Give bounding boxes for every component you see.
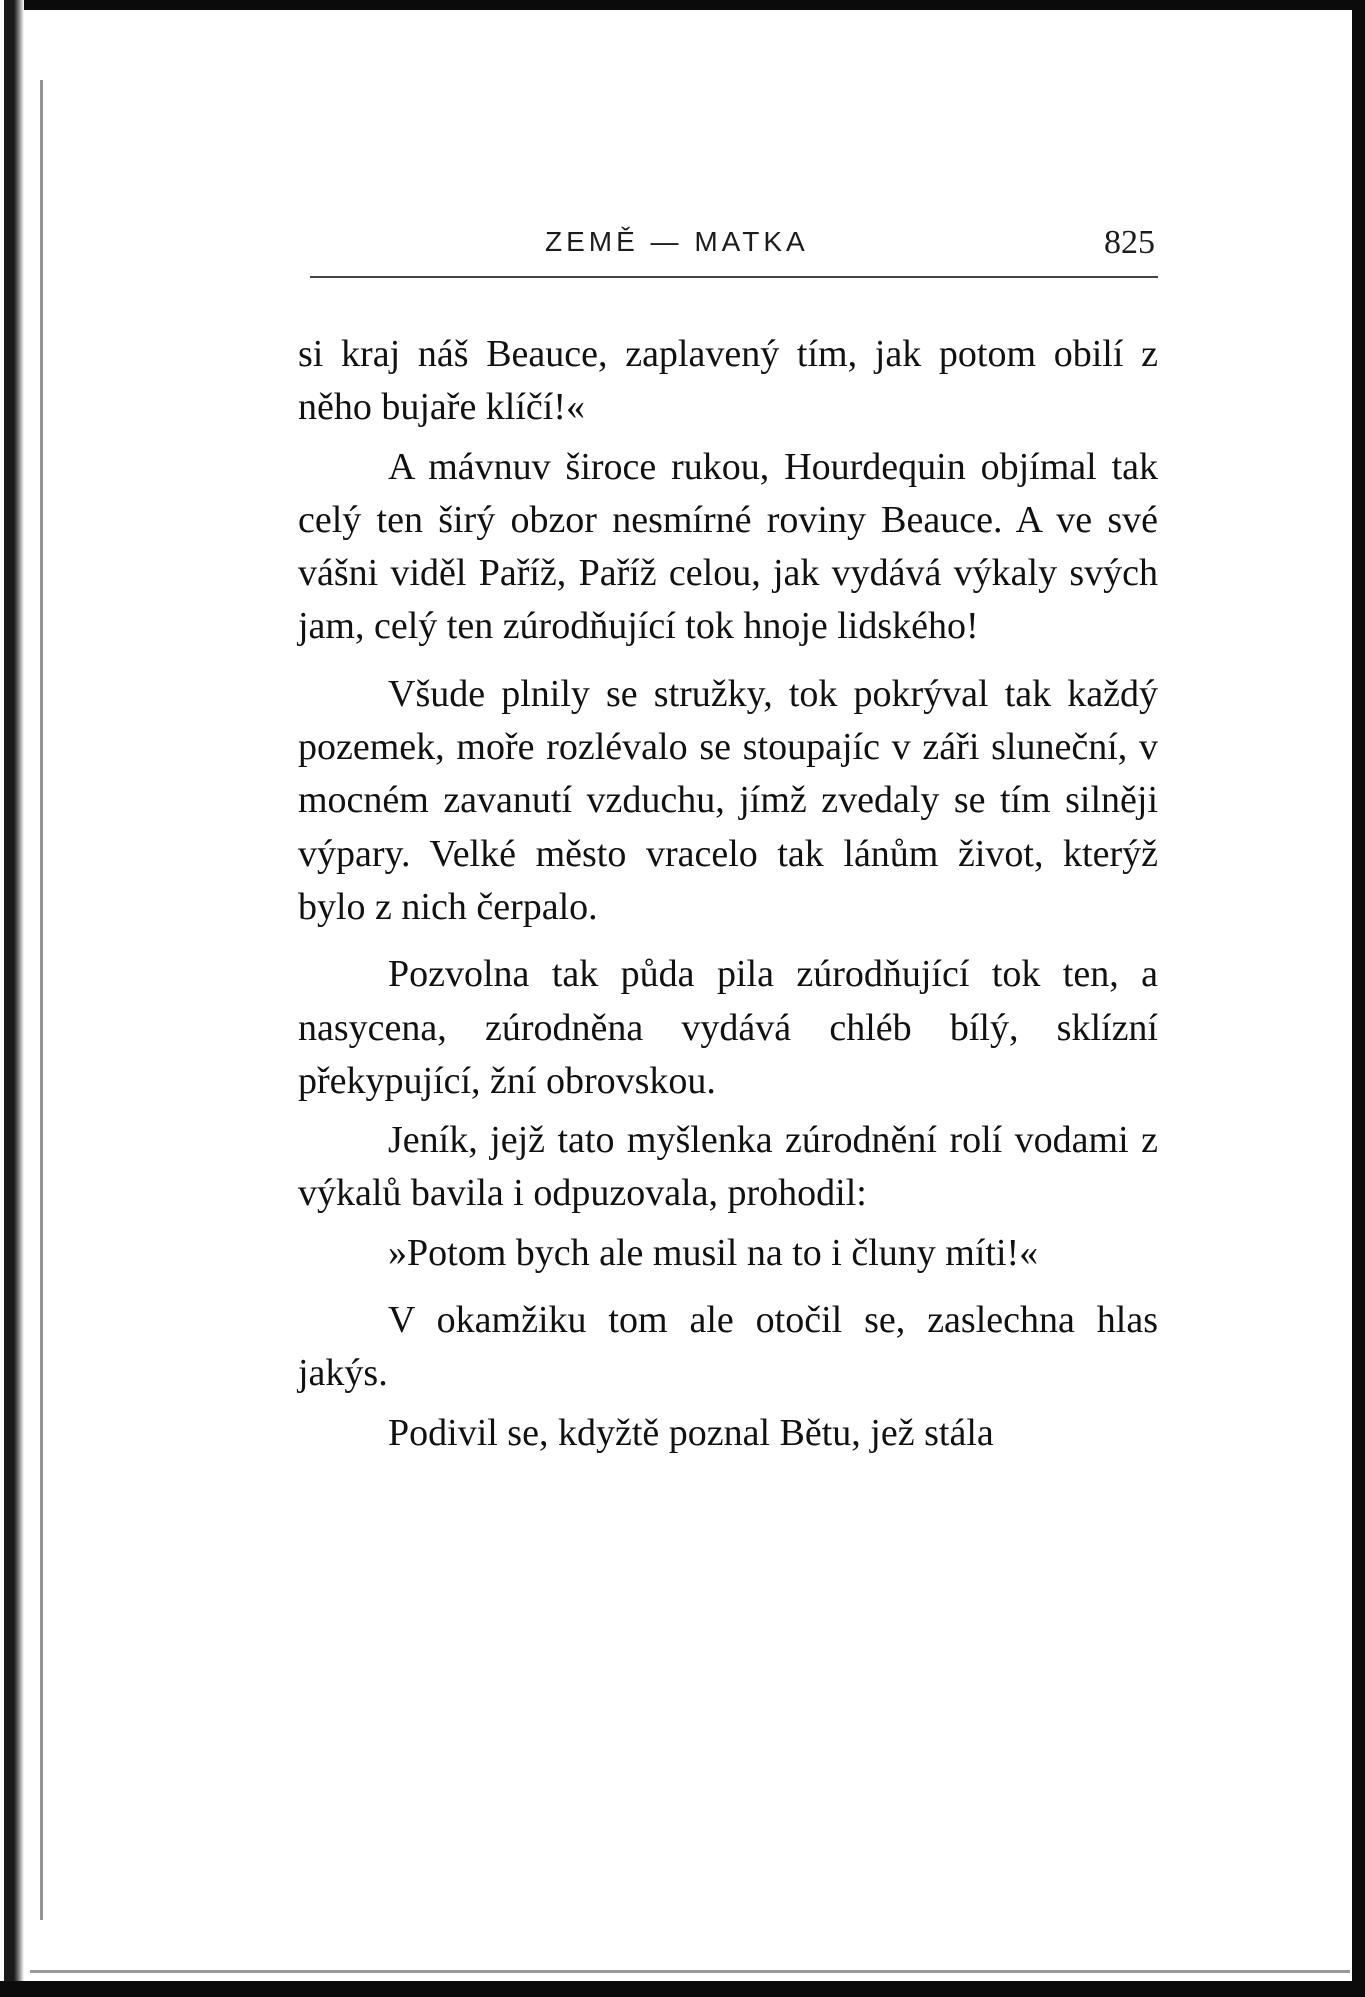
paragraph-2: A mávnuv široce rukou, Hourdequin objímal tak celý ten širý obzor nesmírné roviny Beauce. A ve své vášni viděl Paříž, Paříž celou, jak vydává výkaly svých jam, celý ten zúrodňující tok hnoje lidského! bbox=[298, 445, 1158, 648]
paragraph-5: Jeník, jejž tato myšlenka zúrodnění rolí vodami z výkalů bavila i odpuzovala, prohodil: bbox=[298, 1119, 1158, 1215]
running-head-title: ZEMĚ — MATKA bbox=[545, 226, 809, 257]
scan-edge-bottom bbox=[0, 1981, 1365, 1997]
paragraph-7: V okamžiku tom ale otočil se, zaslechna hlas jakýs. bbox=[298, 1299, 1158, 1395]
paragraph-8: Podivil se, kdyžtě poznal Bětu, jež stála bbox=[388, 1411, 994, 1454]
header-rule bbox=[310, 276, 1158, 278]
scan-edge-right bbox=[1352, 0, 1365, 1997]
scan-edge-top bbox=[0, 0, 1365, 10]
paragraph-4: Pozvolna tak půda pila zúrodňující tok ten, a nasycena, zúrodněna vydává chléb bílý, sklízní překypující, žní obrovskou. bbox=[298, 953, 1158, 1102]
scan-gutter-shadow bbox=[40, 80, 43, 1920]
page-number: 825 bbox=[1104, 224, 1155, 261]
scan-bottom-shadow bbox=[30, 1970, 1350, 1973]
running-head bbox=[300, 222, 1155, 262]
paragraph-6: »Potom bych ale musil na to i čluny míti!« bbox=[388, 1231, 1039, 1274]
paragraph-3: Všude plnily se stružky, tok pokrýval tak každý pozemek, moře rozlévalo se stoupajíc v záři sluneční, v mocném zavanutí vzduchu, jímž zvedaly se tím silněji výpary. Velké město vracelo tak lánům život, kterýž bylo z nich čerpalo. bbox=[298, 672, 1158, 928]
paragraph-1: si kraj náš Beauce, zaplavený tím, jak potom obilí z něho bujaře klíčí!« bbox=[298, 333, 1158, 429]
scan-edge-left bbox=[0, 0, 24, 1997]
body-text bbox=[298, 328, 1158, 1460]
